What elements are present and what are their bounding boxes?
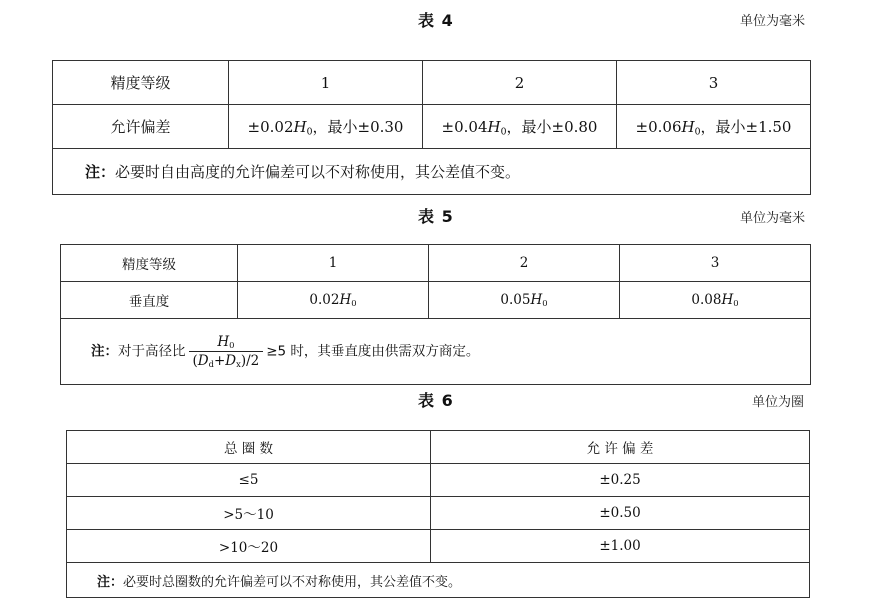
perp-coef: 0.08 [691,291,722,308]
diameter-subscript: x [236,359,241,370]
header-total-coils: 总 圈 数 [67,431,431,464]
note-head: 注： [85,163,116,181]
table-row [53,149,811,195]
table-row [67,530,810,563]
height-subscript: 0 [306,126,313,138]
perp-coef: 0.05 [500,291,531,308]
fraction-numerator [189,334,264,352]
coils-deviation: ±0.50 [431,497,810,530]
note-text: 必要时自由高度的允许偏差可以不对称使用，其公差值不变。 [115,163,521,181]
table-6 [66,430,810,598]
header-precision-grade: 精度等级 [61,245,238,282]
height-subscript: 0 [351,298,357,309]
coils-deviation: ±0.25 [431,464,810,497]
table-6-note [67,563,810,598]
height-symbol: H [339,291,352,308]
grade-2: 2 [429,245,620,282]
height-subscript: 0 [694,126,701,138]
table-6-unit: 单位为圈 [752,395,805,410]
aspect-ratio-fraction [189,334,264,369]
table-5 [60,244,811,385]
grade-2: 2 [423,61,617,105]
deviation-min: ，最小±0.80 [506,117,598,136]
table-row [67,431,810,464]
table-5-caption: 表 5 [418,207,454,226]
height-symbol: H [217,333,230,350]
height-subscript: 0 [229,340,235,350]
grade-3: 3 [620,245,811,282]
perp-coef: 0.02 [309,291,340,308]
paren-close-half: )/2 [240,353,260,369]
height-subscript: 0 [542,298,548,309]
grade-3: 3 [617,61,811,105]
table-row [53,105,811,149]
plus-sign: + [213,353,226,369]
height-subscript: 0 [500,126,507,138]
table-row [53,61,811,105]
table-4-unit: 单位为毫米 [740,14,806,29]
height-symbol: H [487,117,501,136]
table-5-note [61,319,811,385]
paren-open: ( [192,353,198,369]
table-row [67,563,810,598]
deviation-coef: ±0.06 [635,117,682,136]
height-subscript: 0 [733,298,739,309]
table-row [61,282,811,319]
deviation-coef: ±0.02 [247,117,294,136]
table-4 [52,60,811,195]
table-row [67,464,810,497]
note-text: 必要时总圈数的允许偏差可以不对称使用，其公差值不变。 [123,574,462,590]
row-label-allowed-deviation: 允许偏差 [53,105,229,149]
perpendicularity-cell-2 [429,282,620,319]
table-5-unit: 单位为毫米 [740,211,806,226]
coils-deviation: ±1.00 [431,530,810,563]
height-symbol: H [681,117,695,136]
diameter-symbol: D [225,353,237,369]
coils-range: >10～20 [67,530,431,563]
note-head: 注： [91,343,118,360]
perpendicularity-cell-3 [620,282,811,319]
height-symbol: H [293,117,307,136]
height-symbol: H [530,291,543,308]
deviation-coef: ±0.04 [441,117,488,136]
note-post: ≥5 时，其垂直度由供需双方商定。 [266,343,480,360]
height-symbol: H [721,291,734,308]
table-4-note [53,149,811,195]
table-6-caption: 表 6 [418,391,454,410]
grade-1: 1 [238,245,429,282]
note-pre: 对于高径比 [118,343,186,360]
header-allowed-deviation: 允 许 偏 差 [431,431,810,464]
perpendicularity-cell-1 [238,282,429,319]
grade-1: 1 [229,61,423,105]
coils-range: ≤5 [67,464,431,497]
table-row [67,497,810,530]
header-precision-grade: 精度等级 [53,61,229,105]
deviation-cell-2 [423,105,617,149]
deviation-min: ，最小±1.50 [700,117,792,136]
deviation-cell-1 [229,105,423,149]
table-row [61,245,811,282]
note-head: 注： [97,574,124,590]
deviation-cell-3 [617,105,811,149]
diameter-symbol: D [197,353,209,369]
coils-range: >5～10 [67,497,431,530]
diameter-subscript: d [208,359,214,370]
row-label-perpendicularity: 垂直度 [61,282,238,319]
fraction-denominator [189,352,264,369]
table-row [61,319,811,385]
deviation-min: ，最小±0.30 [312,117,404,136]
table-4-caption: 表 4 [418,11,454,30]
